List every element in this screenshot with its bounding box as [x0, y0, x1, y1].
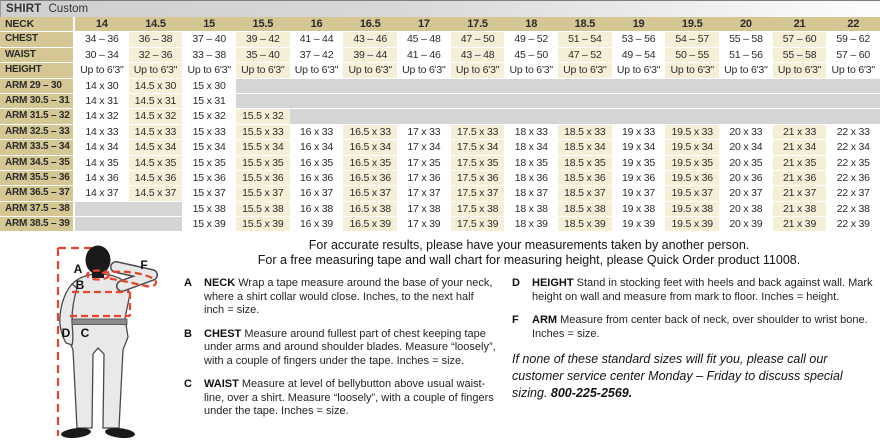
- size-cell: 57 – 60: [773, 32, 827, 46]
- instruction-letter: F: [512, 314, 519, 326]
- size-cell: 37 – 42: [290, 48, 344, 62]
- row-label: ARM 34.5 – 35: [0, 156, 75, 170]
- size-cell-empty: [665, 109, 719, 123]
- size-cell: 15 x 31: [182, 94, 236, 108]
- size-cell: 16 x 38: [290, 202, 344, 216]
- person-belt: [72, 319, 127, 325]
- size-cell: 45 – 50: [504, 48, 558, 62]
- size-cell: 15 x 39: [182, 217, 236, 231]
- table-row: [0, 17, 880, 32]
- neck-size-header: 16: [290, 17, 344, 31]
- instruction-column-right: [512, 277, 874, 429]
- neck-size-header: 20: [719, 17, 773, 31]
- instruction-text: [532, 314, 874, 341]
- size-cell: 18 x 33: [504, 125, 558, 139]
- size-cell: 16 x 39: [290, 217, 344, 231]
- measuring-instructions-section: [0, 232, 880, 445]
- row-label: HEIGHT: [0, 63, 75, 77]
- size-cell: 19 x 35: [612, 156, 666, 170]
- size-cell: Up to 6'3": [397, 63, 451, 77]
- size-cell: 59 – 62: [826, 32, 880, 46]
- table-row: [0, 48, 880, 63]
- size-cell: 18 x 35: [504, 156, 558, 170]
- size-cell: 16.5 x 36: [343, 171, 397, 185]
- table-row: [0, 217, 880, 232]
- size-cell: Up to 6'3": [719, 63, 773, 77]
- size-cell-empty: [343, 79, 397, 93]
- instruction-body: Wrap a tape measure around the base of your neck, where a shirt collar would close. Inches, to the next half inch = size.: [204, 277, 493, 316]
- table-row: [0, 186, 880, 201]
- size-cell: 16 x 36: [290, 171, 344, 185]
- size-cell-empty: [343, 94, 397, 108]
- table-title-bar: [0, 0, 880, 17]
- instruction-body: Measure around fullest part of chest keeping tape under arms and around shoulder blades. Measure “loosely”, with a couple of fingers under the tape. Inches = size.: [204, 327, 496, 367]
- size-cell: 18.5 x 34: [558, 140, 612, 154]
- size-cell: 16.5 x 33: [343, 125, 397, 139]
- size-cell: 17.5 x 34: [451, 140, 505, 154]
- neck-size-header: 22: [826, 17, 880, 31]
- size-cell: 41 – 44: [290, 32, 344, 46]
- size-cell-empty: [665, 94, 719, 108]
- size-cell: Up to 6'3": [75, 63, 129, 77]
- size-cell: 15 x 36: [182, 171, 236, 185]
- size-cell-empty: [773, 94, 827, 108]
- size-cell-empty: [397, 109, 451, 123]
- figure-label-f: F: [140, 258, 148, 272]
- table-row: [0, 79, 880, 94]
- accuracy-notes: [184, 238, 874, 268]
- instruction-text: [204, 277, 496, 318]
- row-label: ARM 37.5 – 38: [0, 202, 75, 216]
- size-cell: 55 – 58: [719, 32, 773, 46]
- size-cell-empty: [343, 109, 397, 123]
- size-cell: 17.5 x 33: [451, 125, 505, 139]
- size-cell: 15 x 33: [182, 125, 236, 139]
- size-cell: 16.5 x 34: [343, 140, 397, 154]
- size-cell: 19.5 x 37: [665, 186, 719, 200]
- size-cell-empty: [129, 217, 183, 231]
- instruction-term: HEIGHT: [532, 277, 577, 289]
- page-subtitle: Custom: [48, 3, 89, 15]
- size-cell-empty: [612, 79, 666, 93]
- table-row: [0, 94, 880, 109]
- instruction-item-waist: [184, 378, 496, 419]
- size-cell: 21 x 36: [773, 171, 827, 185]
- size-cell: 33 – 38: [182, 48, 236, 62]
- row-label: ARM 32.5 – 33: [0, 125, 75, 139]
- size-cell: 35 – 40: [236, 48, 290, 62]
- size-cell-empty: [719, 94, 773, 108]
- table-row: [0, 109, 880, 124]
- size-cell-empty: [773, 109, 827, 123]
- size-cell-empty: [290, 79, 344, 93]
- table-row: [0, 125, 880, 140]
- size-cell: Up to 6'3": [665, 63, 719, 77]
- size-cell: 55 – 58: [773, 48, 827, 62]
- neck-size-header: 19.5: [665, 17, 719, 31]
- size-cell-empty: [236, 94, 290, 108]
- size-cell: 16.5 x 37: [343, 186, 397, 200]
- size-cell: 43 – 46: [343, 32, 397, 46]
- neck-size-header: 18: [504, 17, 558, 31]
- size-cell: 16 x 33: [290, 125, 344, 139]
- size-cell: 14 x 32: [75, 109, 129, 123]
- size-cell: 16 x 35: [290, 156, 344, 170]
- size-cell: 15.5 x 37: [236, 186, 290, 200]
- neck-size-header: 16.5: [343, 17, 397, 31]
- size-cell: 18 x 39: [504, 217, 558, 231]
- neck-size-header: 17: [397, 17, 451, 31]
- row-label: ARM 29 – 30: [0, 79, 75, 93]
- instruction-letter: B: [184, 327, 192, 340]
- size-cell-empty: [290, 109, 344, 123]
- size-cell: Up to 6'3": [129, 63, 183, 77]
- size-cell-empty: [129, 202, 183, 216]
- size-cell-empty: [290, 94, 344, 108]
- size-cell: 14.5 x 31: [129, 94, 183, 108]
- figure-label-a: A: [73, 262, 83, 276]
- size-cell: 17.5 x 37: [451, 186, 505, 200]
- accuracy-note-line1: For accurate results, please have your measurements taken by another person.: [308, 238, 750, 252]
- size-cell: 19.5 x 38: [665, 202, 719, 216]
- size-cell: 14 x 35: [75, 156, 129, 170]
- size-cell: 17 x 34: [397, 140, 451, 154]
- size-cell: 57 – 60: [826, 48, 880, 62]
- size-cell: 21 x 33: [773, 125, 827, 139]
- size-cell: 19.5 x 33: [665, 125, 719, 139]
- size-cell: 18.5 x 39: [558, 217, 612, 231]
- instruction-letter: C: [184, 378, 192, 390]
- size-cell: 19 x 39: [612, 217, 666, 231]
- size-cell: 39 – 44: [343, 48, 397, 62]
- size-cell: 51 – 54: [558, 32, 612, 46]
- size-cell: 47 – 52: [558, 48, 612, 62]
- neck-size-header: 19: [612, 17, 666, 31]
- size-cell: 17.5 x 36: [451, 171, 505, 185]
- row-label: ARM 33.5 – 34: [0, 140, 75, 154]
- table-row: [0, 63, 880, 78]
- size-cell: 15.5 x 34: [236, 140, 290, 154]
- size-cell: 20 x 39: [719, 217, 773, 231]
- size-cell: 41 – 46: [397, 48, 451, 62]
- size-cell: 16 x 34: [290, 140, 344, 154]
- size-cell: 21 x 35: [773, 156, 827, 170]
- size-cell: Up to 6'3": [182, 63, 236, 77]
- size-cell: 17 x 38: [397, 202, 451, 216]
- size-cell-empty: [451, 79, 505, 93]
- size-cell: 20 x 34: [719, 140, 773, 154]
- size-cell: 19.5 x 36: [665, 171, 719, 185]
- table-row: [0, 156, 880, 171]
- size-cell: 15 x 38: [182, 202, 236, 216]
- size-cell: 22 x 36: [826, 171, 880, 185]
- instruction-items-right: [512, 277, 874, 341]
- size-cell: 16.5 x 39: [343, 217, 397, 231]
- neck-size-header: 15: [182, 17, 236, 31]
- size-cell: 21 x 38: [773, 202, 827, 216]
- size-cell-empty: [504, 79, 558, 93]
- size-cell: 19 x 38: [612, 202, 666, 216]
- size-cell: 15 x 37: [182, 186, 236, 200]
- table-row: [0, 32, 880, 47]
- size-cell: 18.5 x 36: [558, 171, 612, 185]
- size-cell-empty: [558, 79, 612, 93]
- size-cell: 18.5 x 33: [558, 125, 612, 139]
- instruction-body: Stand in stocking feet with heels and back against wall. Mark height on wall and measure from mark to floor. Inches = height.: [532, 277, 873, 303]
- instruction-text: [204, 328, 496, 369]
- neck-size-header: 14: [75, 17, 129, 31]
- size-cell: 18.5 x 38: [558, 202, 612, 216]
- size-cell: 18 x 36: [504, 171, 558, 185]
- size-cell: 32 – 36: [129, 48, 183, 62]
- size-cell: Up to 6'3": [451, 63, 505, 77]
- size-cell: 15 x 30: [182, 79, 236, 93]
- size-cell: 45 – 48: [397, 32, 451, 46]
- figure-label-b: B: [75, 278, 85, 292]
- size-cell: 17 x 33: [397, 125, 451, 139]
- size-cell: 22 x 38: [826, 202, 880, 216]
- size-cell: 22 x 35: [826, 156, 880, 170]
- size-cell: 21 x 34: [773, 140, 827, 154]
- instruction-term: CHEST: [204, 327, 245, 340]
- accuracy-note-line2: For a free measuring tape and wall chart for measuring height, please Quick Order product 11008.: [257, 253, 801, 267]
- size-cell: 15.5 x 36: [236, 171, 290, 185]
- size-cell-empty: [558, 94, 612, 108]
- size-cell-empty: [826, 79, 880, 93]
- size-cell-empty: [612, 94, 666, 108]
- size-cell: 19.5 x 39: [665, 217, 719, 231]
- special-sizing-text: If none of these standard sizes will fit you, please call our customer service center Monday – Friday to discuss special sizing.: [512, 352, 843, 400]
- instruction-item-height: [512, 277, 874, 304]
- row-label: CHEST: [0, 32, 75, 46]
- size-cell: 34 – 36: [75, 32, 129, 46]
- size-cell: 50 – 55: [665, 48, 719, 62]
- instruction-item-neck: [184, 277, 496, 318]
- size-cell: 14.5 x 35: [129, 156, 183, 170]
- size-cell: Up to 6'3": [612, 63, 666, 77]
- neck-size-header: 17.5: [451, 17, 505, 31]
- instruction-column-left: [184, 277, 496, 429]
- size-cell: 19 x 36: [612, 171, 666, 185]
- size-cell: 15 x 35: [182, 156, 236, 170]
- row-label: ARM 30.5 – 31: [0, 94, 75, 108]
- figure-label-d: D: [61, 326, 71, 340]
- size-cell: 15.5 x 39: [236, 217, 290, 231]
- size-cell: 30 – 34: [75, 48, 129, 62]
- page-title: SHIRT: [6, 3, 42, 15]
- table-row: [0, 171, 880, 186]
- size-table: [0, 17, 880, 232]
- size-cell: 19.5 x 35: [665, 156, 719, 170]
- size-cell-empty: [75, 202, 129, 216]
- row-label: ARM 36.5 – 37: [0, 186, 75, 200]
- size-cell: 14.5 x 37: [129, 186, 183, 200]
- size-cell: 21 x 39: [773, 217, 827, 231]
- size-cell: 14 x 30: [75, 79, 129, 93]
- size-cell: 14.5 x 30: [129, 79, 183, 93]
- neck-size-header: 21: [773, 17, 827, 31]
- size-cell: 16.5 x 38: [343, 202, 397, 216]
- neck-size-header: 15.5: [236, 17, 290, 31]
- size-cell: 19 x 33: [612, 125, 666, 139]
- size-cell-empty: [504, 109, 558, 123]
- size-cell-empty: [665, 79, 719, 93]
- size-cell: 20 x 37: [719, 186, 773, 200]
- instruction-term: NECK: [204, 277, 239, 289]
- size-cell: 22 x 33: [826, 125, 880, 139]
- measurement-figure: [6, 242, 178, 442]
- size-cell: 14 x 36: [75, 171, 129, 185]
- size-cell: 20 x 35: [719, 156, 773, 170]
- size-cell: 15 x 34: [182, 140, 236, 154]
- neck-corner-label: NECK: [0, 17, 75, 31]
- size-cell: 14.5 x 34: [129, 140, 183, 154]
- size-cell: 17.5 x 38: [451, 202, 505, 216]
- size-cell: 14 x 34: [75, 140, 129, 154]
- size-cell-empty: [826, 109, 880, 123]
- size-cell: Up to 6'3": [343, 63, 397, 77]
- size-cell-empty: [397, 79, 451, 93]
- size-cell: Up to 6'3": [773, 63, 827, 77]
- size-cell: 22 x 37: [826, 186, 880, 200]
- row-label: ARM 31.5 – 32: [0, 109, 75, 123]
- size-cell: 36 – 38: [129, 32, 183, 46]
- special-sizing-note: [512, 351, 874, 402]
- size-cell-empty: [75, 217, 129, 231]
- size-cell: 18 x 37: [504, 186, 558, 200]
- instructions-content: [184, 232, 874, 429]
- size-cell: 15.5 x 32: [236, 109, 290, 123]
- size-cell: 17.5 x 39: [451, 217, 505, 231]
- instruction-columns: [184, 277, 874, 429]
- row-label: ARM 38.5 – 39: [0, 217, 75, 231]
- size-cell: 19.5 x 34: [665, 140, 719, 154]
- size-cell: 17 x 39: [397, 217, 451, 231]
- size-cell: 39 – 42: [236, 32, 290, 46]
- size-cell: Up to 6'3": [558, 63, 612, 77]
- neck-size-header: 14.5: [129, 17, 183, 31]
- instruction-body: Measure from center back of neck, over shoulder to wrist bone. Inches = size.: [532, 314, 868, 340]
- size-cell: 20 x 38: [719, 202, 773, 216]
- size-cell: 15.5 x 38: [236, 202, 290, 216]
- instruction-term: ARM: [532, 314, 561, 326]
- size-cell: 14.5 x 33: [129, 125, 183, 139]
- size-cell: 15 x 32: [182, 109, 236, 123]
- neck-size-header: 18.5: [558, 17, 612, 31]
- size-cell: 15.5 x 35: [236, 156, 290, 170]
- size-cell: 18 x 38: [504, 202, 558, 216]
- instruction-text: [204, 378, 496, 419]
- row-label: ARM 35.5 – 36: [0, 171, 75, 185]
- size-cell: Up to 6'3": [826, 63, 880, 77]
- size-cell-empty: [504, 94, 558, 108]
- table-row: [0, 202, 880, 217]
- row-label: WAIST: [0, 48, 75, 62]
- size-cell: 20 x 36: [719, 171, 773, 185]
- size-cell: 49 – 52: [504, 32, 558, 46]
- size-cell: 20 x 33: [719, 125, 773, 139]
- size-cell-empty: [451, 109, 505, 123]
- size-cell: 14.5 x 36: [129, 171, 183, 185]
- size-cell: 19 x 37: [612, 186, 666, 200]
- size-cell-empty: [612, 109, 666, 123]
- table-row: [0, 140, 880, 155]
- instruction-term: WAIST: [204, 378, 242, 390]
- size-cell-empty: [773, 79, 827, 93]
- instruction-item-arm: [512, 314, 874, 341]
- size-cell: 54 – 57: [665, 32, 719, 46]
- size-cell: 18.5 x 37: [558, 186, 612, 200]
- instruction-body: Measure at level of bellybutton above usual waist-line, over a shirt. Measure “loosely”, with a couple of fingers under the tape. Inches = size.: [204, 378, 494, 417]
- size-cell-empty: [397, 94, 451, 108]
- size-cell: 21 x 37: [773, 186, 827, 200]
- size-cell: Up to 6'3": [504, 63, 558, 77]
- size-cell: 17 x 36: [397, 171, 451, 185]
- size-cell: 53 – 56: [612, 32, 666, 46]
- size-cell: 37 – 40: [182, 32, 236, 46]
- size-cell: 14 x 31: [75, 94, 129, 108]
- size-cell-empty: [558, 109, 612, 123]
- size-cell: Up to 6'3": [236, 63, 290, 77]
- size-cell: 47 – 50: [451, 32, 505, 46]
- size-cell: 22 x 34: [826, 140, 880, 154]
- size-cell: 16 x 37: [290, 186, 344, 200]
- size-cell: 49 – 54: [612, 48, 666, 62]
- figure-label-c: C: [80, 326, 90, 340]
- size-cell: 17 x 37: [397, 186, 451, 200]
- size-cell: Up to 6'3": [290, 63, 344, 77]
- customer-service-phone: 800-225-2569.: [550, 386, 633, 400]
- size-cell: 14 x 37: [75, 186, 129, 200]
- instruction-item-chest: [184, 328, 496, 369]
- size-cell-empty: [451, 94, 505, 108]
- size-cell: 17 x 35: [397, 156, 451, 170]
- measurement-figure-drawing: [6, 242, 178, 442]
- size-cell: 18.5 x 35: [558, 156, 612, 170]
- size-cell: 14 x 33: [75, 125, 129, 139]
- size-cell: 15.5 x 33: [236, 125, 290, 139]
- size-cell-empty: [236, 79, 290, 93]
- size-cell-empty: [719, 109, 773, 123]
- size-cell: 14.5 x 32: [129, 109, 183, 123]
- instruction-letter: D: [512, 277, 520, 289]
- instruction-letter: A: [184, 277, 192, 289]
- size-cell: 22 x 39: [826, 217, 880, 231]
- size-cell: 19 x 34: [612, 140, 666, 154]
- size-cell: 51 – 56: [719, 48, 773, 62]
- instruction-text: [532, 277, 874, 304]
- size-cell-empty: [719, 79, 773, 93]
- size-cell: 43 – 48: [451, 48, 505, 62]
- size-cell: 17.5 x 35: [451, 156, 505, 170]
- person-body: [60, 274, 130, 428]
- size-cell: 16.5 x 35: [343, 156, 397, 170]
- size-cell-empty: [826, 94, 880, 108]
- size-cell: 18 x 34: [504, 140, 558, 154]
